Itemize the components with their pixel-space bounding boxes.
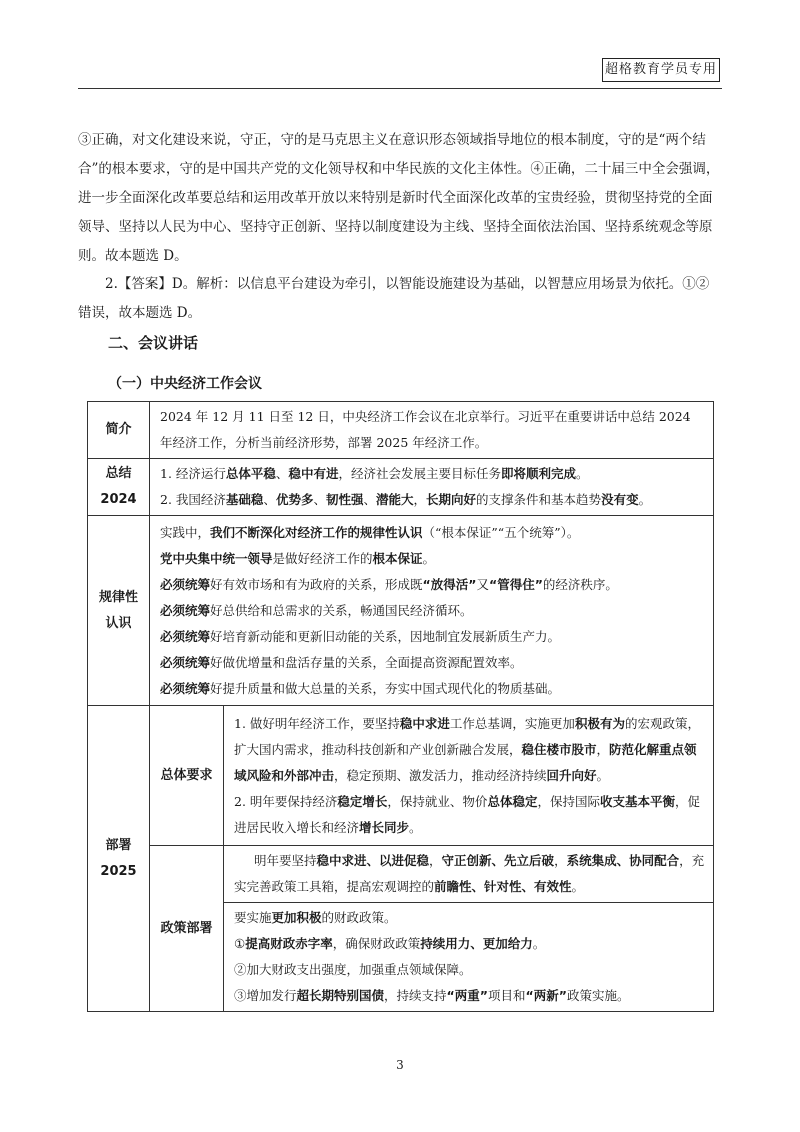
rules-line-5: 必须统筹好培育新动能和更新旧动能的关系，因地制宜发展新质生产力。 [160,628,561,644]
table-row-deploy-general [88,706,714,846]
intro-text: 2024 年 12 月 11 日至 12 日，中央经济工作会议在北京举行。习近平在重要讲话中总结 2024 年经济工作，分析当前经济形势，部署 2025 年经济工作。 [150,402,714,459]
conference-table [87,401,714,1012]
table-row-rules [88,516,714,706]
label-deploy: 部署 2025 [88,706,150,1012]
summary-text [150,459,714,516]
label-summary: 总结 2024 [88,459,150,516]
page-number: 3 [396,1058,404,1072]
rules-line-7: 必须统筹好提升质量和做大总量的关系，夯实中国式现代化的物质基础。 [160,680,561,696]
label-rules: 规律性 认识 [88,516,150,706]
label-intro: 简介 [88,402,150,459]
general-requirements-text [224,706,714,846]
policy-deployment-cell [224,846,714,1012]
fiscal-line-1: ①提高财政赤字率，确保财政政策持续用力、更加给力。 [234,936,546,951]
summary-line-1: 1. 经济运行总体平稳、稳中有进，经济社会发展主要目标任务即将顺利完成。 [160,466,589,481]
fiscal-line-0: 要实施更加积极的财政政策。 [234,910,397,925]
label-policy-deployment: 政策部署 [150,846,224,1012]
rules-line-2: 党中央集中统一领导是做好经济工作的根本保证。 [160,550,436,566]
rules-text [150,516,714,706]
label-general-requirements: 总体要求 [150,706,224,846]
fiscal-line-2: ②加大财政支出强度，加强重点领域保障。 [234,962,472,977]
section-heading: 二、会议讲话 [108,334,199,352]
header-rule [78,88,722,89]
paragraph-answer-2: 2.【答案】D。解析：以信息平台建设为牵引，以智能设施建设为基础，以智慧应用场景为依托。①②错误，故本题选 D。 [78,276,710,321]
fiscal-policy [224,903,713,1011]
subsection-heading: （一）中央经济工作会议 [108,376,262,392]
general-item-2: 2. 明年要保持经济稳定增长，保持就业、物价总体稳定，保持国际收支基本平衡，促进居民收入增长和经济增长同步。 [234,793,700,835]
policy-overview: 明年要坚持稳中求进、以进促稳，守正创新、先立后破，系统集成、协同配合，充实完善政策工具箱，提高宏观调控的前瞻性、针对性、有效性。 [224,846,713,903]
general-item-1: 1. 做好明年经济工作，要坚持稳中求进工作总基调，实施更加积极有为的宏观政策，扩大国内需求，推动科技创新和产业创新融合发展，稳住楼市股市，防范化解重点领域风险和外部冲击，稳定预期、激发活力，推动经济持续回升向好。 [234,715,700,783]
rules-line-4: 必须统筹好总供给和总需求的关系，畅通国民经济循环。 [160,602,473,618]
summary-line-2: 2. 我国经济基础稳、优势多、韧性强、潜能大，长期向好的支撑条件和基本趋势没有变。 [160,492,652,507]
rules-line-1: 实践中，我们不断深化对经济工作的规律性认识（“根本保证”“五个统筹”）。 [160,524,580,540]
rules-line-3: 必须统筹好有效市场和有为政府的关系，形成既“放得活”又“管得住”的经济秩序。 [160,576,618,592]
paragraph-answer-1-analysis: ③正确，对文化建设来说，守正，守的是马克思主义在意识形态领域指导地位的根本制度，守的是“两个结合”的根本要求，守的是中国共产党的文化领导权和中华民族的文化主体性。④正确，二十届三中全会强调，进一步全面深化改革要总结和运用改革开放以来特别是新时代全面深化改革的宝贵经验，贯彻坚持党的全面领导、坚持以人民为中心、坚持守正创新、坚持以制度建设为主线、坚持全面依法治国、坚持系统观念等原则。故本题选 D。 [78,132,720,264]
rules-line-6: 必须统筹好做优增量和盘活存量的关系，全面提高资源配置效率。 [160,654,523,670]
fiscal-line-3: ③增加发行超长期特别国债，持续支持“两重”项目和“两新”政策实施。 [234,988,630,1003]
table-row-intro [88,402,714,459]
table-row-summary [88,459,714,516]
table-row-deploy-policy [88,846,714,1012]
header-badge: 超格教育学员专用 [602,58,720,82]
